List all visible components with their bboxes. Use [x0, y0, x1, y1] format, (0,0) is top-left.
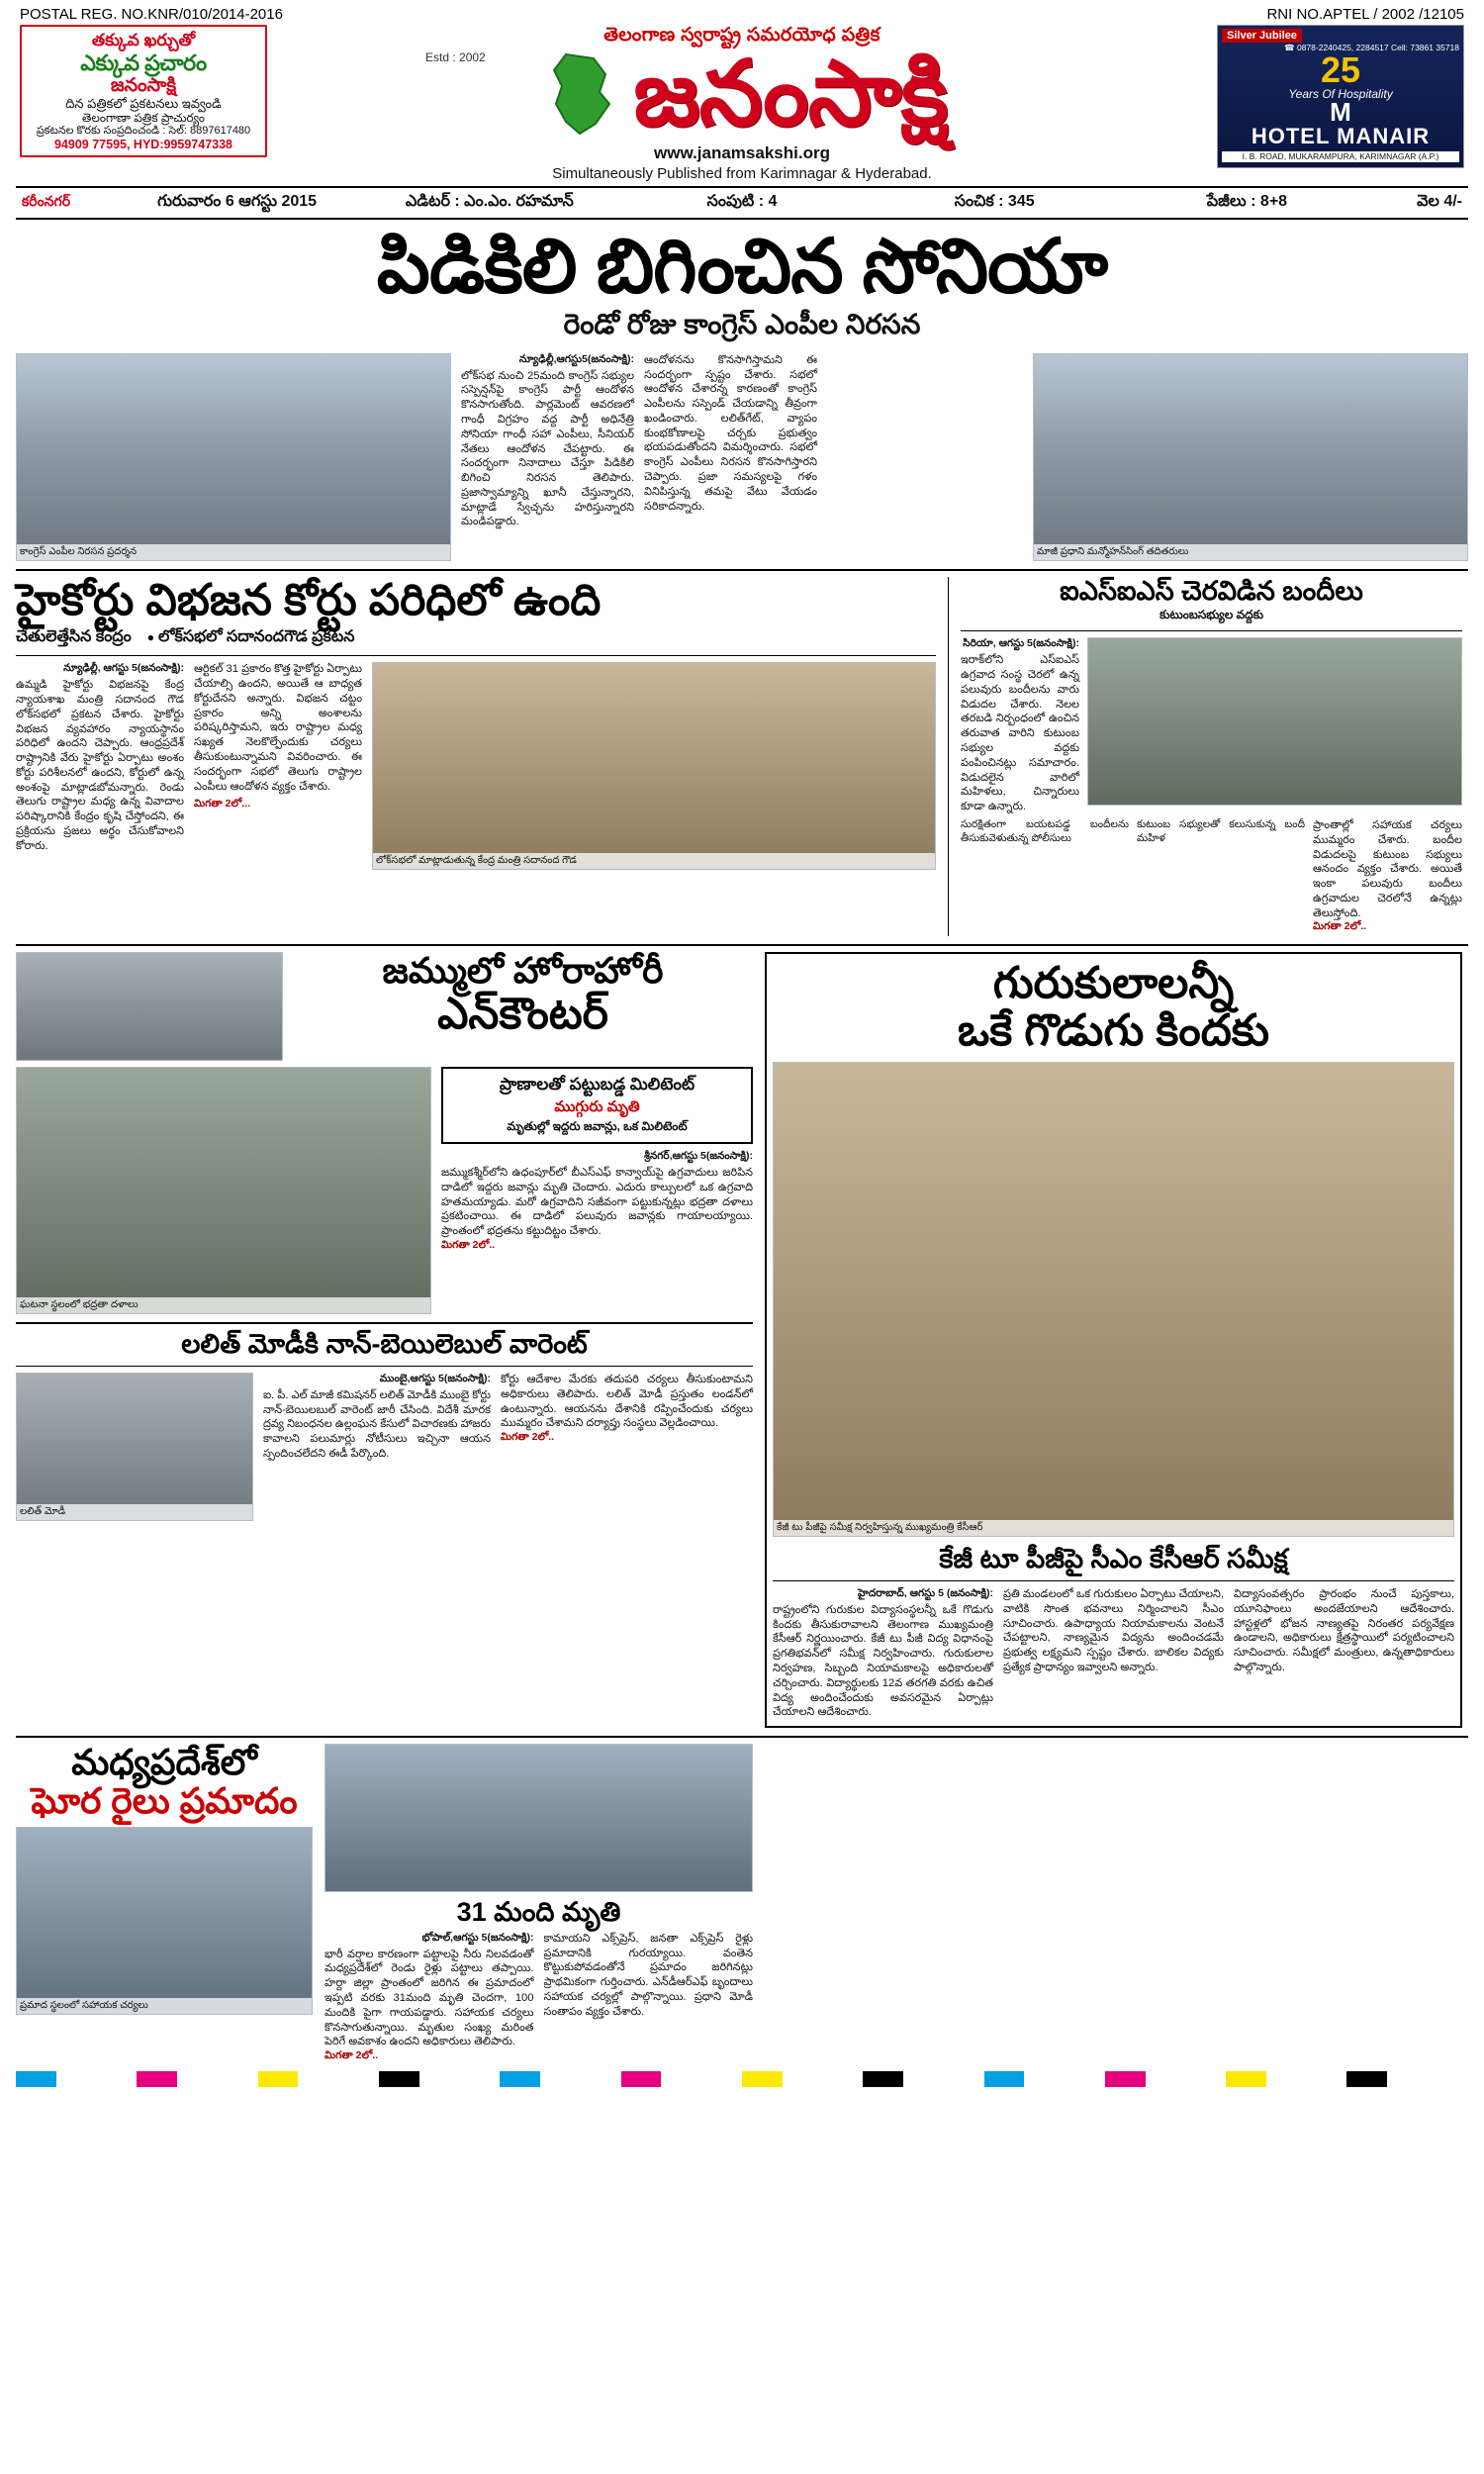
lalit-photo — [16, 1373, 253, 1521]
hotel-jubilee-years: Years Of Hospitality — [1288, 87, 1393, 102]
train-headline-2: ఘోర రైలు ప్రమాదం — [31, 1779, 298, 1821]
lalit-headline: లలిత్‌ మోడీకి నాన్‌-బెయిలెబుల్‌ వారెంట్‌ — [181, 1329, 588, 1360]
color-swatch-gap — [1146, 2071, 1227, 2087]
highcourt-photo-caption: లోక్‌సభలో మాట్లాడుతున్న కేంద్ర మంత్రి సదానంద గౌడ — [373, 853, 935, 869]
gurukulam-headline-1: గురుకులాలన్నీ — [992, 959, 1235, 1008]
encounter-contd: మిగతా 2లో.. — [441, 1239, 496, 1252]
lalit-photo-caption: లలిత్‌ మోడీ — [17, 1504, 252, 1520]
encounter-box-line-3: మృతుల్లో ఇద్దరు జవాన్లు, ఒక మిలిటెంట్‌ — [507, 1119, 688, 1134]
editor-name: ఎడిటర్ : ఎం.ఎం. రహమాన్ — [405, 193, 574, 210]
masthead-tagline: తెలంగాణ స్వరాష్ట్ర సమరయోధ పత్రిక — [603, 25, 881, 46]
color-swatch-gap — [540, 2071, 621, 2087]
hotel-phone: ☎ 0878-2240425, 2284517 Cell: 73861 35718 — [1284, 43, 1459, 53]
advertisement-left[interactable] — [20, 25, 267, 157]
rni-number: RNI NO.APTEL / 2002 /12105 — [1266, 6, 1464, 23]
highcourt-kicker-1: చేతులెత్తేసిన కేంద్రం — [16, 628, 132, 646]
isis-byline: సిరియా, ఆగస్టు 5(జనంసాక్షి): — [963, 637, 1079, 650]
story-encounter — [16, 952, 753, 1521]
color-swatch-gap — [177, 2071, 258, 2087]
train-text-2: కామాయని ఎక్స్‌ప్రెస్‌, జనతా ఎక్స్‌ప్రెస్‌ రైళ్లు ప్రమాదానికి గురయ్యాయి. వంతెన కొట్టుకుపోవడంతోనే ప్రమాదం జరిగినట్లు ప్రాథమికంగా గుర్తించారు. ఎన్‌డీఆర్‌ఎఫ్‌ బృందాలు సహాయక చర్యల్లో పాల్గొన్నాయి. ప్రధాని మోడీ సంతాపం వ్యక్తం చేశారు. — [543, 1932, 753, 2018]
encounter-headline-1: జమ్ములో హోరాహోరీ — [382, 950, 664, 992]
lalit-contd: మిగతా 2లో.. — [501, 1431, 555, 1444]
masthead-estd: Estd : 2002 — [425, 50, 486, 64]
masthead — [16, 23, 1468, 186]
gurukulam-column-1 — [773, 1587, 993, 1720]
color-swatch — [258, 2071, 299, 2087]
isis-column-2 — [1313, 818, 1462, 936]
lalit-column-1 — [263, 1373, 491, 1462]
encounter-box-line-2: ముగ్గురు మృతి — [554, 1098, 640, 1116]
highcourt-photo — [372, 662, 936, 870]
train-column-1 — [325, 1932, 534, 2065]
masthead-website[interactable]: www.janamsakshi.org — [654, 143, 830, 162]
train-deck: 31 మంది మృతి — [456, 1897, 621, 1928]
isis-column-1 — [961, 637, 1079, 813]
color-swatch-gap — [56, 2071, 138, 2087]
gurukulam-photo — [773, 1062, 1454, 1537]
highcourt-contd: మిగతా 2లో... — [194, 798, 251, 810]
issue-number: సంచిక : 345 — [954, 193, 1035, 210]
highcourt-byline: న్యూఢిల్లీ, ఆగస్టు 5(జనంసాక్షి): — [63, 662, 184, 675]
ad-left-line3: జనంసాక్షి — [110, 74, 177, 96]
color-swatch — [379, 2071, 419, 2087]
lalit-text-1: ఐ. పీ. ఎల్‌ మాజీ కమిషనర్‌ లలిత్‌ మోడీకి ముంబై కోర్టు నాన్‌-బెయిలబుల్‌ వారెంట్‌ జారీ చేసింది. విదేశీ మారక ద్రవ్య నిబంధనల ఉల్లంఘన కేసులో విచారణకు హాజరు కావాలని పలుమార్లు నోటీసులు ఇచ్చినా ఆయన స్పందించలేదని ఈడీ పేర్కొంది. — [263, 1388, 491, 1460]
color-swatch-gap — [1024, 2071, 1105, 2087]
encounter-highlight-box — [441, 1067, 753, 1144]
color-swatch-gap — [903, 2071, 984, 2087]
color-swatch — [1105, 2071, 1146, 2087]
encounter-photo-top — [16, 952, 283, 1061]
color-swatch — [1346, 2071, 1387, 2087]
hotel-name: HOTEL MANAIR — [1251, 123, 1431, 148]
train-byline: భోపాల్‌,ఆగస్టు 5(జనంసాక్షి): — [421, 1931, 534, 1944]
color-swatch — [1226, 2071, 1266, 2087]
highcourt-text-2: ఆర్టికల్‌ 31 ప్రకారం కొత్త హైకోర్టు ఏర్పాటు చేయాల్సి ఉందని, అయితే ఆ బాధ్యత కోర్టుదేనని అన్నారు. విభజన చట్టం ప్రకారం అన్ని అంశాలను పరిష్కరిస్తామని, ఇరు రాష్ట్రాల మధ్య సఖ్యత నెలకొల్పేందుకు చర్యలు తీసుకుంటున్నామని వివరించారు. ఈ సందర్భంగా సభలో తెలుగు రాష్ట్రాల ఎంపీలు ఆందోళన వ్యక్తం చేశారు. — [194, 663, 362, 793]
lead-text-1: లోక్‌సభ నుంచి 25మంది కాంగ్రెస్‌ సభ్యుల సస్పెన్షన్‌పై కాంగ్రెస్‌ పార్టీ ఆందోళన కొనసాగుతోంది. పార్లమెంట్‌ ఆవరణలో గాంధీ విగ్రహం వద్ద పార్టీ అధినేత్రి సోనియా గాంధీ సహా ఎంపీలు, సీనియర్‌ నేతలు ఆందోళన చేపట్టారు. ఈ సందర్భంగా నినాదాలు చేస్తూ పిడికిలి బిగించి నిరసన తెలిపారు. ప్రజాస్వామ్యాన్ని ఖూనీ చేస్తున్నారని, మాట్లాడే స్వేచ్ఛను హరిస్తున్నారని మండిపడ్డారు. — [461, 369, 634, 528]
encounter-photo-caption: ఘటనా స్థలంలో భద్రతా దళాలు — [17, 1297, 430, 1313]
encounter-headline-2: ఎన్‌కౌంటర్‌ — [437, 990, 608, 1039]
lalit-byline: ముంబై,ఆగస్టు 5(జనంసాక్షి): — [379, 1372, 491, 1384]
train-photo — [16, 1827, 313, 2015]
lead-text-2: ఆందోళనను కొనసాగిస్తామని ఈ సందర్భంగా స్పష్టం చేశారు. సభలో ఆందోళన చేశారన్న కారణంతో కాంగ్రెస్‌ ఎంపీలను సస్పెండ్‌ చేయడాన్ని తీవ్రంగా ఖండించారు. లలిత్‌గేట్‌, వ్యాపం కుంభకోణాలపై చర్చకు ప్రభుత్వం భయపడుతోందని విమర్శించారు. సభలో కాంగ్రెస్‌ ఎంపీలు నిరసన కొనసాగిస్తారని చెప్పారు. ప్రజా సమస్యలపై గళం వినిపిస్తున్న తమపై వేటు వేయడం సరికాదన్నారు. — [644, 353, 817, 513]
bottom-deck — [16, 1744, 753, 2065]
ad-left-line2: ఎక్కువ ప్రచారం — [80, 49, 207, 75]
highcourt-kicker-2: ● లోక్‌సభలో సదానందగౌడ ప్రకటన — [147, 627, 355, 649]
highcourt-headline: హైకోర్టు విభజన కోర్టు పరిధిలో ఉంది — [16, 575, 602, 624]
color-swatch-gap — [1266, 2071, 1347, 2087]
story-lalit-modi — [16, 1330, 753, 1521]
train-headline-1: మధ్యప్రదేశ్‌లో — [71, 1742, 257, 1783]
volume-number: సంపుటి : 4 — [706, 193, 778, 210]
advertisement-hotel-manair[interactable] — [1217, 25, 1464, 168]
ad-left-line4: దిన పత్రికలో ప్రకటనలు ఇవ్వండి — [65, 95, 222, 111]
story-train-headline-block — [16, 1744, 313, 2015]
color-registration-band — [16, 2071, 1468, 2087]
lalit-column-2 — [501, 1373, 753, 1447]
encounter-photo-main — [16, 1067, 431, 1314]
highcourt-column-2 — [194, 662, 362, 813]
color-swatch — [137, 2071, 177, 2087]
lead-column-2 — [644, 353, 817, 529]
gurukulam-column-3 — [1234, 1587, 1454, 1675]
ad-left-phone: 94909 77595, HYD:9959747338 — [53, 138, 232, 152]
edition-city: కరీంనగర్ — [22, 193, 70, 209]
isis-contd: మిగతా 2లో.. — [1313, 920, 1367, 933]
page-count: పేజీలు : 8+8 — [1206, 193, 1288, 210]
hotel-address: I. B. ROAD, MUKARAMPURA, KARIMNAGAR (A.P.) — [1222, 151, 1459, 162]
nameplate — [277, 25, 1207, 182]
lead-photo-left — [16, 353, 451, 561]
silver-jubilee-badge: Silver Jubilee — [1222, 29, 1302, 43]
issue-info-bar — [16, 186, 1468, 220]
lead-photo-right-caption: మాజీ ప్రధాని మన్మోహన్‌సింగ్‌ తదితరులు — [1034, 544, 1467, 560]
gurukulam-byline: హైదరాబాద్‌, ఆగస్టు 5 (జనంసాక్షి): — [858, 1586, 993, 1599]
isis-text-2: ప్రాంతాల్లో సహాయక చర్యలు ముమ్మరం చేశారు. బందీల విడుదలపై కుటుంబ సభ్యులు ఆనందం వ్యక్తం చేశారు. అయితే ఇంకా పలువురు బందీలు ఉగ్రవాదుల చెరలోనే ఉన్నట్లు తెలుస్తోంది. — [1313, 818, 1462, 919]
lead-subheadline: రెండో రోజు కాంగ్రెస్‌ ఎంపీల నిరసన — [563, 308, 921, 339]
story-train-body — [325, 1744, 753, 2065]
isis-caption-right: కుటుంబ సభ్యులతో కలుసుకున్న బందీ మహిళ — [1137, 817, 1305, 844]
isis-text-1: ఇరాక్‌లోని ఎస్‌ఐఎస్‌ ఉగ్రవాద సంస్థ చెరలో ఉన్న పలువురు బందీలను వారు విడుదల చేశారు. నెలల తరబడి నిర్బంధంలో ఉంచిన తరువాత వారిని కుటుంబ సభ్యుల వద్దకు పంపించినట్లు సమాచారం. విడుదలైన వారిలో మహిళలు, చిన్నారులు కూడా ఉన్నారు. — [961, 654, 1079, 813]
color-swatch-gap — [298, 2071, 379, 2087]
cover-price: వెల 4/- — [1417, 193, 1463, 210]
train-column-2 — [544, 1932, 754, 2020]
lead-headline: పిడికిలి బిగించిన సోనియా — [376, 225, 1108, 309]
lead-photo-right — [1033, 353, 1468, 561]
second-deck — [16, 577, 1468, 936]
encounter-column-1 — [441, 1150, 753, 1253]
isis-photo — [1087, 637, 1462, 806]
gurukulam-text-1: రాష్ట్రంలోని గురుకుల విద్యాసంస్థలన్నీ ఒకే గొడుగు కిందకు తీసుకురావాలని తెలంగాణ ముఖ్యమంత్రి కేసీఆర్‌ నిర్ణయించారు. కేజీ టు పీజీ విద్య విధానంపై ప్రగతిభవన్‌లో సమీక్ష నిర్వహించారు. గురుకులాల నిర్వహణ, సిబ్బంది నియామకాలపై అధికారులతో చర్చించారు. విద్యార్థులకు 12వ తరగతి వరకు ఉచిత విద్య అందించేందుకు అవసరమైన ఏర్పాట్లు చేయాలని ఆదేశించారు. — [773, 1603, 993, 1719]
color-swatch — [863, 2071, 903, 2087]
lead-byline: న్యూఢిల్లీ,ఆగస్టు5(జనంసాక్షి): — [518, 352, 634, 365]
hotel-logo-icon: M — [1330, 97, 1351, 128]
color-swatch-gap — [1387, 2071, 1468, 2087]
isis-caption-left: సురక్షితంగా బయటపడ్డ బందీలను తీసుకువెళుతున్న పోలీసులు — [961, 817, 1129, 844]
color-swatch — [500, 2071, 540, 2087]
encounter-box-line-1: ప్రాణాలతో పట్టుబడ్డ మిలిటెంట్‌ — [499, 1075, 696, 1094]
highcourt-column-1 — [16, 662, 184, 853]
lead-photo-left-caption: కాంగ్రెస్‌ ఎంపీల నిరసన ప్రదర్శన — [17, 544, 450, 560]
registration-bar — [16, 0, 1468, 23]
issue-date: గురువారం 6 ఆగస్టు 2015 — [157, 193, 318, 210]
color-swatch-gap — [419, 2071, 501, 2087]
encounter-text-1: జమ్ముకశ్మీర్‌లోని ఉధంపూర్‌లో బీఎస్‌ఎఫ్‌ కాన్వాయ్‌పై ఉగ్రవాదులు జరిపిన దాడిలో ఇద్దరు జవాన్లు మృతి చెందారు. ఎదురు కాల్పులలో ఒక ఉగ్రవాది హతమయ్యాడు. మరో ఉగ్రవాదిని సజీవంగా పట్టుకున్నట్లు భద్రతా దళాలు ప్రకటించాయి. ఈ దాడిలో పలువురు జవాన్లకు గాయాలయ్యాయి. ప్రాంతంలో భద్రతను కట్టుదిట్టం చేశారు. — [441, 1167, 753, 1238]
story-gurukulam — [765, 952, 1462, 1728]
masthead-publication-note: Simultaneously Published from Karimnagar & Hyderabad. — [552, 165, 932, 182]
color-swatch-gap — [661, 2071, 742, 2087]
newspaper-title: జనంసాక్షి — [633, 44, 948, 144]
color-swatch — [984, 2071, 1025, 2087]
lalit-text-2: కోర్టు ఆదేశాల మేరకు తదుపరి చర్యలు తీసుకుంటామని అధికారులు తెలిపారు. లలిత్‌ మోడీ ప్రస్తుతం లండన్‌లో ఉంటున్నారు. ఆయనను దేశానికి రప్పించేందుకు చర్యలు ముమ్మరం చేశామని దర్యాప్తు సంస్థలు వెల్లడించాయి. — [501, 1373, 753, 1430]
story-highcourt — [16, 577, 936, 871]
gurukulam-column-2 — [1003, 1587, 1224, 1675]
highcourt-text-1: ఉమ్మడి హైకోర్టు విభజనపై కేంద్ర న్యాయశాఖ మంత్రి సదానంద గౌడ లోక్‌సభలో ప్రకటన చేశారు. హైకోర్టు విభజన వ్యవహారం న్యాయస్థానం పరిధిలో ఉందని చెప్పారు. ఆంధ్రప్రదేశ్‌ రాష్ట్రానికి వేరు హైకోర్టు ఏర్పాటు అంశం కోర్టు పరిశీలనలో ఉందని, కోర్టులో ఉన్న అంశంపై మాట్లాడబోమన్నారు. రెండు తెలుగు రాష్ట్రాల మధ్య ఉన్న వివాదాల పరిష్కారానికి కేంద్రం కృషి చేస్తోందని, ఈ ప్రక్రియను ప్రజలు అర్థం చేసుకోవాలని కోరారు. — [16, 679, 184, 852]
story-isis — [948, 577, 1462, 936]
train-contd: మిగతా 2లో.. — [325, 2049, 379, 2062]
postal-reg-number: POSTAL REG. NO.KNR/010/2014-2016 — [20, 6, 283, 23]
gurukulam-photo-caption: కేజీ టు పీజీపై సమీక్ష నిర్వహిస్తున్న ముఖ్యమంత్రి కేసీఆర్‌ — [774, 1520, 1453, 1536]
color-swatch — [742, 2071, 783, 2087]
encounter-byline: శ్రీనగర్‌,ఆగస్టు 5(జనంసాక్షి): — [644, 1150, 753, 1163]
ad-left-line5: తెలంగాణా పత్రిక ప్రాచుర్యం — [82, 110, 205, 125]
lead-column-1 — [461, 353, 634, 529]
color-swatch-gap — [783, 2071, 864, 2087]
gurukulam-text-2: ప్రతి మండలంలో ఒక గురుకులం ఏర్పాటు చేయాలని, వాటికి సొంత భవనాలు నిర్మించాలని సీఎం సూచించారు. ఉపాధ్యాయ నియామకాలను వెంటనే చేపట్టాలని, నాణ్యమైన విద్యను అందించడమే ప్రభుత్వ లక్ష్యమని స్పష్టం చేశారు. బాలికల విద్యకు ప్రత్యేక ప్రాధాన్యం ఇవ్వాలని అన్నారు. — [1003, 1587, 1224, 1673]
train-photo-2 — [325, 1744, 753, 1892]
train-photo-caption: ప్రమాద స్థలంలో సహాయక చర్యలు — [17, 1998, 312, 2014]
gurukulam-text-3: విద్యాసంవత్సరం ప్రారంభం నుంచే పుస్తకాలు, యూనిఫాంలు అందజేయాలని ఆదేశించారు. హాస్టళ్లలో భోజన నాణ్యతపై నిరంతర పర్యవేక్షణ ఉండాలని, అధికారులు క్షేత్రస్థాయిలో పర్యటించాలని సూచించారు. సమీక్షలో మంత్రులు, ఉన్నతాధికారులు పాల్గొన్నారు. — [1234, 1587, 1454, 1673]
lead-story-row — [16, 353, 1468, 561]
ad-left-line1: తక్కువ ఖర్చుతో — [91, 31, 196, 49]
gurukulam-headline-2: ఒకే గొడుగు కిందకు — [958, 1005, 1269, 1055]
train-text-1: భారీ వర్షాల కారణంగా పట్టాలపై నీరు నిలవడంతో మధ్యప్రదేశ్‌లో రెండు రైళ్లు పట్టాలు తప్పాయి. హర్దా జిల్లా ప్రాంతంలో జరిగిన ఈ ప్రమాదంలో ఇప్పటి వరకు 31మంది మృతి చెందగా, 100 మందికి పైగా గాయపడ్డారు. సహాయక చర్యలు కొనసాగుతున్నాయి. మృతుల సంఖ్య మరింత పెరిగే అవకాశం ఉందని అధికారులు తెలిపారు. — [325, 1948, 534, 2048]
gurukulam-subhead: కేజీ టూ పీజీపై సీఎం కేసీఆర్‌ సమీక్ష — [939, 1544, 1288, 1574]
telangana-map-icon — [536, 48, 627, 140]
isis-subhead: కుటుంబసభ్యుల వద్దకు — [1159, 608, 1264, 622]
color-swatch — [621, 2071, 662, 2087]
ad-left-line6: ప్రకటనల కొరకు సంప్రదించండి : సెల్: 8897617480 — [36, 125, 251, 138]
isis-headline: ఐఎస్‌ఐఎస్‌ చెరవిడిన బందీలు — [1060, 575, 1363, 606]
third-deck — [16, 952, 1468, 1728]
hotel-jubilee-number: 25 — [1320, 49, 1361, 91]
color-swatch — [16, 2071, 56, 2087]
